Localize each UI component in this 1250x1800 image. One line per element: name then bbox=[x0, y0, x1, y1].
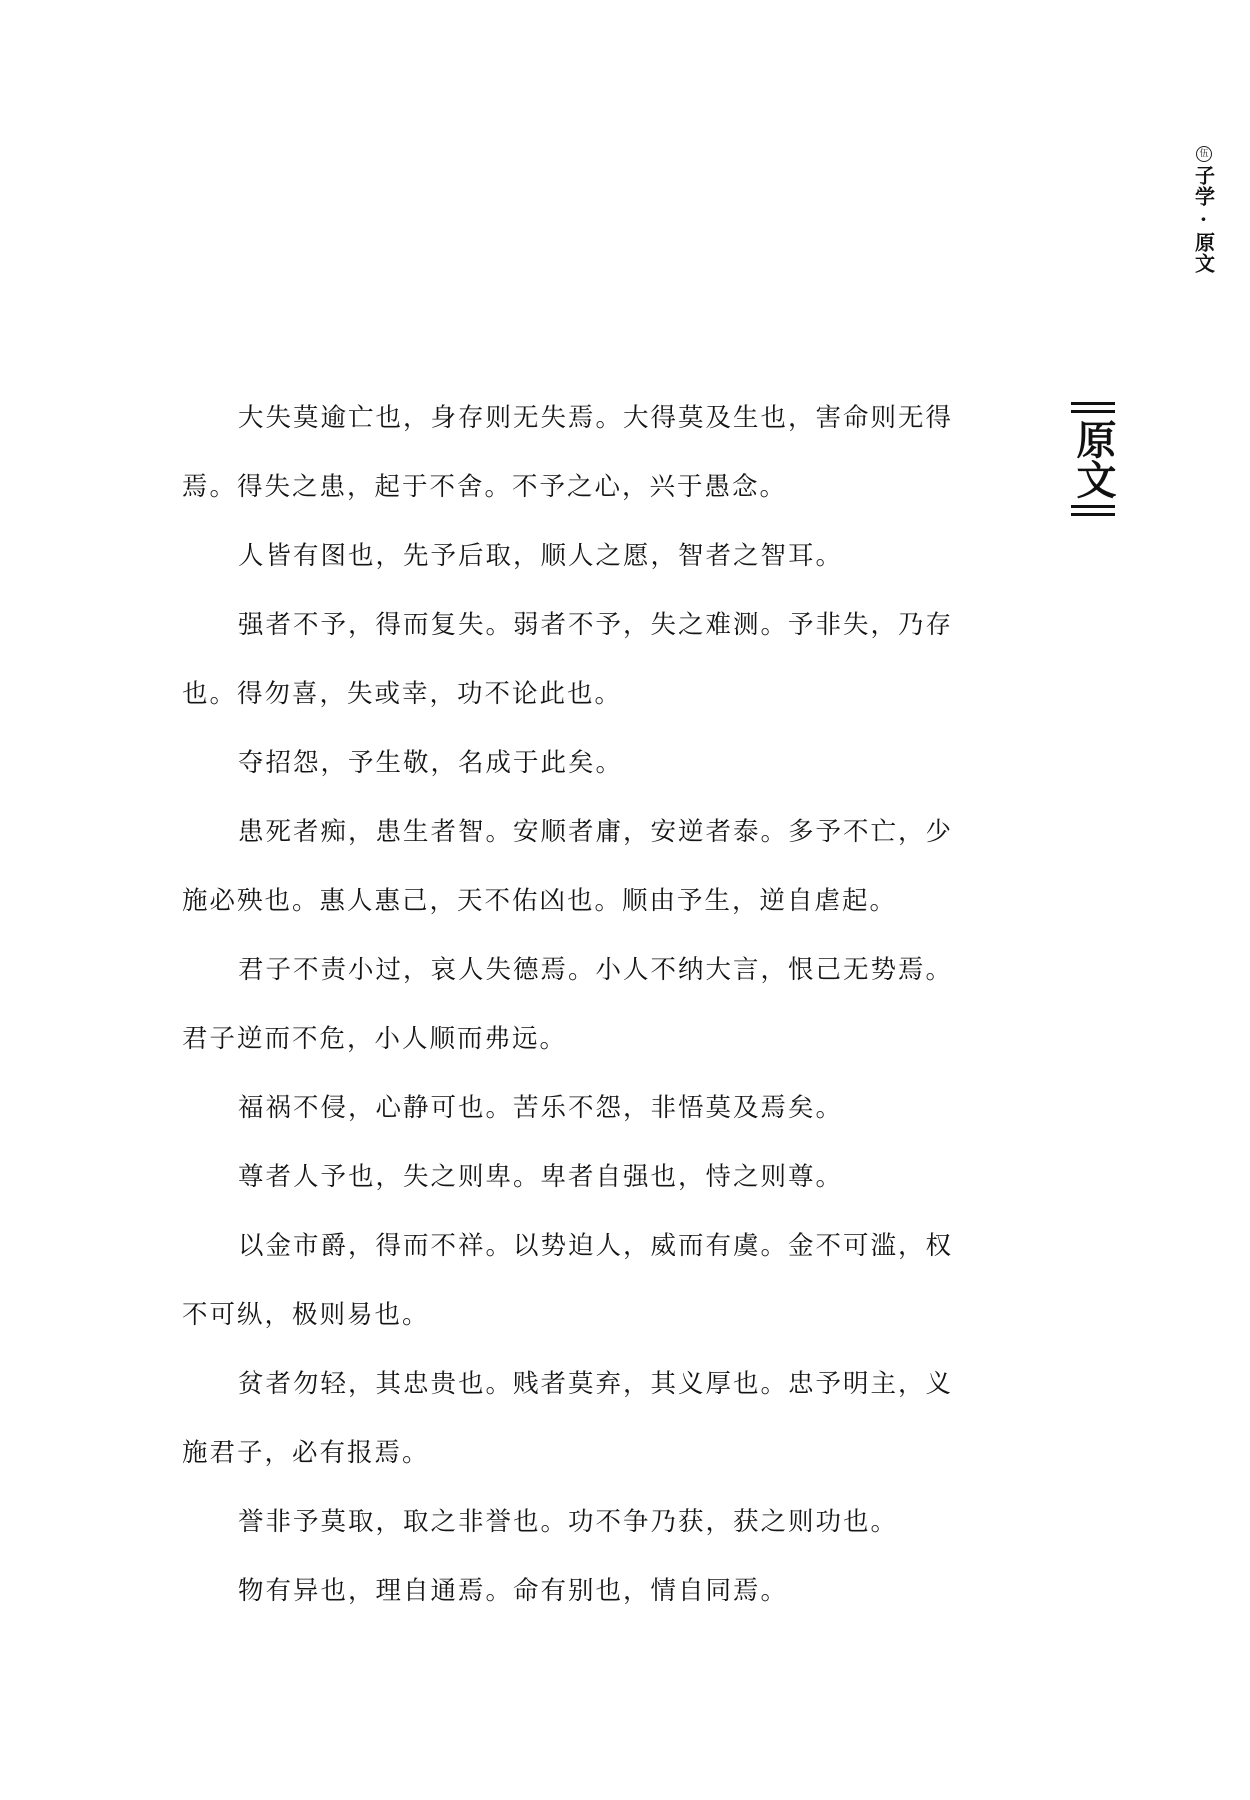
paragraph: 以金市爵，得而不祥。以势迫人，威而有虞。金不可滥，权不可纵，极则易也。 bbox=[182, 1231, 954, 1330]
paragraph: 尊者人予也，失之则卑。卑者自强也，恃之则尊。 bbox=[238, 1162, 844, 1192]
paragraph: 福祸不侵，心静可也。苦乐不怨，非悟莫及焉矣。 bbox=[238, 1093, 844, 1123]
paragraph: 贫者勿轻，其忠贵也。贱者莫弃，其义厚也。忠予明主，义施君子，必有报焉。 bbox=[182, 1369, 954, 1468]
section-bottom-rule bbox=[1071, 505, 1115, 516]
paragraph: 夺招怨，予生敬，名成于此矣。 bbox=[238, 748, 624, 778]
paragraph: 强者不予，得而复失。弱者不予，失之难测。予非失，乃存也。得勿喜，失或幸，功不论此也。 bbox=[182, 610, 954, 709]
paragraph: 大失莫逾亡也，身存则无失焉。大得莫及生也，害命则无得焉。得失之患，起于不舍。不予之心，兴于愚念。 bbox=[182, 403, 954, 502]
paragraph: 誉非予莫取，取之非誉也。功不争乃获，获之则功也。 bbox=[238, 1507, 899, 1537]
main-text bbox=[182, 384, 962, 1626]
running-head bbox=[1189, 146, 1219, 274]
paragraph: 物有异也，理自通焉。命有别也，情自同焉。 bbox=[238, 1576, 789, 1606]
paragraph: 患死者痴，患生者智。安顺者庸，安逆者泰。多予不亡，少施必殃也。惠人惠己，天不佑凶也。顺由予生，逆自虐起。 bbox=[182, 817, 954, 916]
section-top-rule bbox=[1071, 402, 1115, 413]
page-number-mark: 伍 bbox=[1196, 146, 1212, 162]
running-title: 子学·原文 bbox=[1191, 165, 1216, 274]
section-label bbox=[1070, 402, 1116, 516]
paragraph: 君子不责小过，哀人失德焉。小人不纳大言，恨己无势焉。君子逆而不危，小人顺而弗远。 bbox=[182, 955, 954, 1054]
section-title: 原文 bbox=[1070, 419, 1117, 499]
paragraph: 人皆有图也，先予后取，顺人之愿，智者之智耳。 bbox=[238, 541, 844, 571]
